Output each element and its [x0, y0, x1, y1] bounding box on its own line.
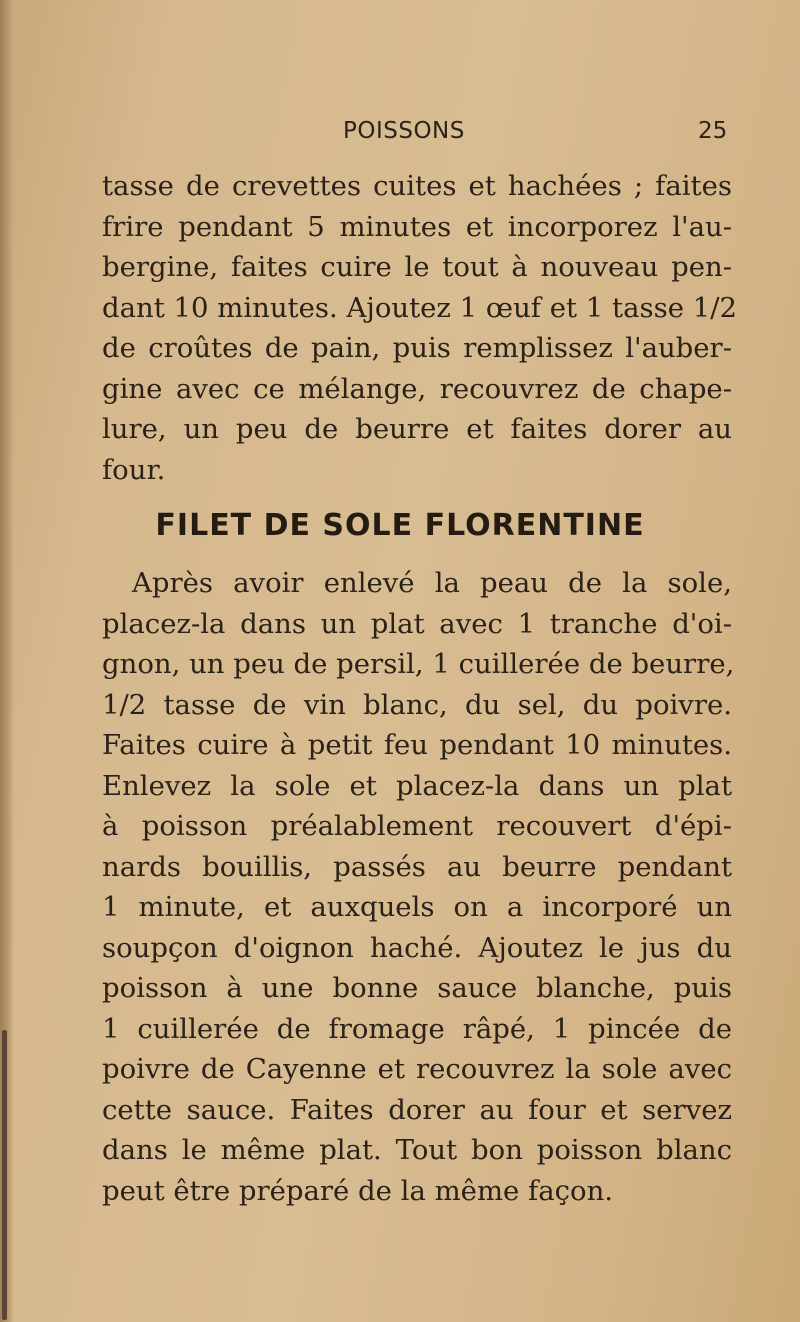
- text-line: placez-la dans un plat avec 1 tranche d'oi-: [102, 607, 732, 640]
- text-line: poisson à une bonne sauce blanche, puis: [102, 972, 732, 1004]
- text-line: gnon, un peu de persil, 1 cuillerée de beurre,: [102, 648, 735, 680]
- text-line: soupçon d'oignon haché. Ajoutez le jus du: [102, 931, 732, 964]
- text-line: gine avec ce mélange, recouvrez de chape-: [102, 372, 732, 405]
- text-line: poivre de Cayenne et recouvrez la sole avec: [102, 1053, 732, 1085]
- text-line: de croûtes de pain, puis remplissez l'auber-: [102, 332, 732, 364]
- text-line: dant 10 minutes. Ajoutez 1 œuf et 1 tasse 1/2: [102, 291, 737, 324]
- text-line: 1/2 tasse de vin blanc, du sel, du poivre.: [102, 688, 732, 721]
- page-number: 25: [698, 118, 728, 144]
- text-line: cette sauce. Faites dorer au four et servez: [102, 1093, 732, 1126]
- text-line: 1 cuillerée de fromage râpé, 1 pincée de: [102, 1012, 732, 1045]
- page-header: [0, 118, 800, 152]
- text-line: tasse de crevettes cuites et hachées ; faites: [102, 170, 732, 202]
- text-line: lure, un peu de beurre et faites dorer au: [102, 413, 732, 445]
- text-line: Après avoir enlevé la peau de la sole,: [132, 567, 732, 599]
- text-line: frire pendant 5 minutes et incorporez l'au-: [102, 210, 732, 243]
- text-line: bergine, faites cuire le tout à nouveau pen-: [102, 251, 732, 283]
- text-line: four.: [102, 453, 166, 486]
- binding-mark: [2, 1030, 7, 1320]
- text-line: Faites cuire à petit feu pendant 10 minutes.: [102, 729, 732, 761]
- text-line: peut être préparé de la même façon.: [102, 1174, 614, 1207]
- running-title: POISSONS: [343, 118, 465, 144]
- recipe-paragraph: [102, 563, 735, 1211]
- recipe-title: FILET DE SOLE FLORENTINE: [155, 508, 645, 543]
- text-line: Enlevez la sole et placez-la dans un plat: [102, 769, 732, 802]
- continuation-paragraph: [102, 166, 737, 490]
- text-line: à poisson préalablement recouvert d'épi-: [102, 810, 732, 842]
- text-line: dans le même plat. Tout bon poisson blanc: [102, 1134, 732, 1166]
- text-line: nards bouillis, passés au beurre pendant: [102, 850, 732, 883]
- text-line: 1 minute, et auxquels on a incorporé un: [102, 891, 732, 923]
